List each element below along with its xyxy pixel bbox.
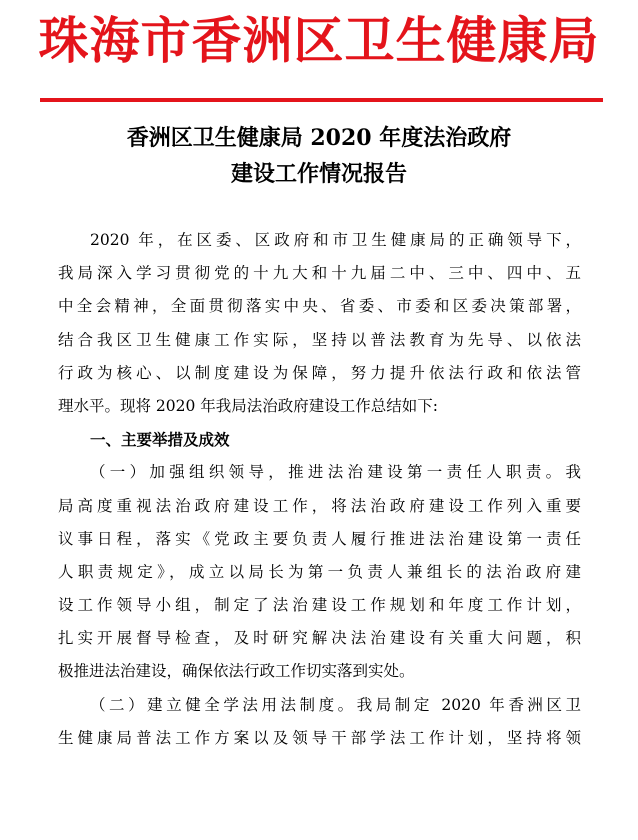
body-line: 我局深入学习贯彻党的十九大和十九届二中、三中、四中、五 [58,264,581,283]
document-title-line-1: 香洲区卫生健康局 2020 年度法治政府 [126,125,512,151]
body-line: 行政为核心、以制度建设为保障，努力提升依法行政和依法管 [58,363,581,382]
body-line: 生健康局普法工作方案以及领导干部学法工作计划，坚持将领 [58,728,581,747]
body-line: 议事日程，落实《党政主要负责人履行推进法治建设第一责任 [58,529,581,548]
body-line: 设工作领导小组，制定了法治建设工作规划和年度工作计划， [58,596,581,615]
body-line: 理水平。现将 2020 年我局法治政府建设工作总结如下: [58,396,439,415]
letterhead-org-name: 珠海市香洲区卫生健康局 [38,11,600,70]
body-line: 极推进法治建设，确保依法行政工作切实落到实处。 [58,662,415,681]
body-line: 结合我区卫生健康工作实际，坚持以普法教育为先导、以依法 [58,330,581,349]
body-line: 局高度重视法治政府建设工作，将法治政府建设工作列入重要 [58,496,581,515]
letterhead-red-rule [40,98,603,102]
document-body [58,224,581,755]
body-line: （一）加强组织领导，推进法治建设第一责任人职责。我 [90,463,581,482]
body-line: 中全会精神，全面贯彻落实中央、省委、市委和区委决策部署， [58,297,581,316]
body-line: 扎实开展督导检查，及时研究解决法治建设有关重大问题，积 [58,629,581,648]
body-line: 人职责规定》，成立以局长为第一负责人兼组长的法治政府建 [58,562,581,581]
section-heading: 一、主要举措及成效 [90,430,230,450]
document-title-line-2: 建设工作情况报告 [230,161,407,187]
body-line: 2020 年，在区委、区政府和市卫生健康局的正确领导下， [90,231,581,249]
body-line: （二）建立健全学法用法制度。我局制定 2020 年香洲区卫 [90,695,581,714]
